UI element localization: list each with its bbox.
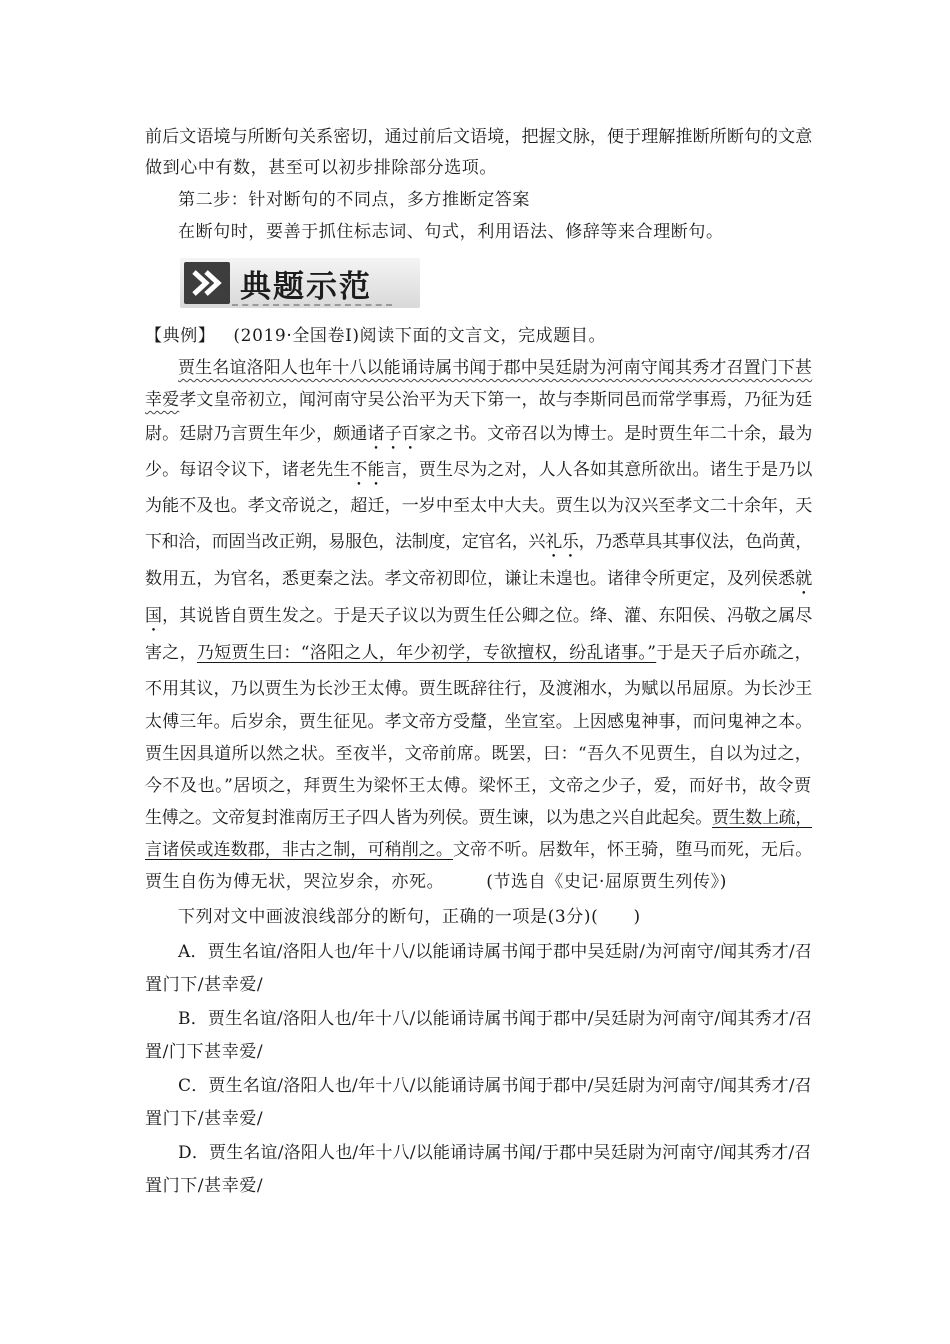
passage-line-3: 尉。廷尉乃言贾生年少，颇通诸子百家之书。文帝召以为博士。是时贾生年二十余，最为 (145, 424, 813, 444)
passage-line-14: 生傅之。文帝复封淮南厉王子四人皆为列侯。贾生谏，以为患之兴自此起矣。贾生数上疏， (145, 808, 813, 828)
question-stem: 下列对文中画波浪线部分的断句，正确的一项是(3分)( ) (178, 907, 641, 927)
step-two-heading: 第二步：针对断句的不同点，多方推断定答案 (178, 190, 530, 210)
intro-line-2: 做到心中有数，甚至可以初步排除部分选项。 (145, 158, 497, 178)
passage-line-8: 国，其说皆自贾生发之。于是天子议以为贾生任公卿之位。绛、灌、东阳侯、冯敬之属尽 (145, 606, 813, 626)
passage-line-15: 言诸侯或连数郡，非古之制，可稍削之。文帝不听。居数年，怀王骑，堕马而死，无后。 (145, 840, 813, 860)
passage-line-16: 贾生自伤为傅无状，哭泣岁余，亦死。 (节选自《史记·屈原贾生列传》) (145, 872, 727, 892)
underlined-quote: 乃短贾生曰：“洛阳之人，年少初学，专欲擅权，纷乱诸事。” (196, 643, 657, 663)
banner-title: 典题示范 (240, 268, 372, 305)
example-source: (2019·全国卷Ⅰ)阅读下面的文言文，完成题目。 (233, 326, 607, 346)
passage-line-4: 少。每诏令议下，诸老先生不能言，贾生尽为之对，人人各如其意所欲出。诸生于是乃以 (145, 460, 813, 480)
banner-divider (232, 304, 392, 306)
example-heading (145, 326, 606, 346)
option-a-line-1[interactable]: A．贾生名谊/洛阳人也/年十八/以能诵诗属书闻于郡中吴廷尉/为河南守/闻其秀才/召 (178, 942, 813, 962)
passage-line-11: 太傅三年。后岁余，贾生征见。孝文帝方受釐，坐宣室。上因感鬼神事，而问鬼神之本。 (145, 712, 813, 732)
passage-line-10: 不用其议，乃以贾生为长沙王太傅。贾生既辞往行，及渡湘水，为赋以吊屈原。为长沙王 (145, 679, 813, 699)
passage-source: (节选自《史记·屈原贾生列传》) (486, 872, 727, 892)
option-b-line-2[interactable]: 置/门下甚幸爱/ (145, 1042, 264, 1062)
passage-line-7: 数用五，为官名，悉更秦之法。孝文帝初即位，谦让未遑也。诸律令所更定，及列侯悉就 (145, 569, 813, 589)
option-c-line-2[interactable]: 置门下/甚幸爱/ (145, 1109, 264, 1129)
passage-line-1: 贾生名谊洛阳人也年十八以能诵诗属书闻于郡中吴廷尉为河南守闻其秀才召置门下甚 (178, 358, 813, 378)
example-label: 【典例】 (145, 326, 216, 346)
passage-line-9: 害之，乃短贾生曰：“洛阳之人，年少初学，专欲擅权，纷乱诸事。”于是天子后亦疏之， (145, 643, 812, 663)
option-c-line-1[interactable]: C．贾生名谊/洛阳人也/年十八/以能诵诗属书闻于郡中/吴廷尉为河南守/闻其秀才/召 (178, 1076, 812, 1096)
section-banner (180, 258, 420, 308)
intro-line-1: 前后文语境与所断句关系密切，通过前后文语境，把握文脉，便于理解推断所断句的文意 (145, 127, 813, 147)
option-d-line-2[interactable]: 置门下/甚幸爱/ (145, 1176, 264, 1196)
passage-line-2: 幸爱孝文皇帝初立，闻河南守吴公治平为天下第一，故与李斯同邑而常学事焉，乃征为廷 (145, 390, 813, 410)
passage-line-13: 今不及也。”居顷之，拜贾生为梁怀王太傅。梁怀王，文帝之少子，爱，而好书，故令贾 (145, 776, 812, 796)
option-d-line-1[interactable]: D．贾生名谊/洛阳人也/年十八/以能诵诗属书闻/于郡中吴廷尉为河南守/闻其秀才/召 (178, 1143, 812, 1163)
underlined-sentence-end: 言诸侯或连数郡，非古之制，可稍削之。 (145, 840, 454, 860)
double-chevron-icon (184, 262, 230, 304)
underlined-sentence-start: 贾生数上疏， (711, 808, 813, 828)
step-two-text: 在断句时，要善于抓住标志词、句式，利用语法、修辞等来合理断句。 (178, 222, 724, 242)
passage-line-5: 为能不及也。孝文帝说之，超迁，一岁中至太中大夫。贾生以为汉兴至孝文二十余年，天 (145, 496, 813, 516)
option-b-line-1[interactable]: B．贾生名谊/洛阳人也/年十八/以能诵诗属书闻于郡中/吴廷尉为河南守/闻其秀才/召 (178, 1009, 813, 1029)
passage-line-6: 下和洽，而固当改正朔，易服色，法制度，定官名，兴礼乐，乃悉草具其事仪法，色尚黄， (145, 532, 813, 552)
option-a-line-2[interactable]: 置门下/甚幸爱/ (145, 975, 264, 995)
passage-line-12: 贾生因具道所以然之状。至夜半，文帝前席。既罢，曰：“吾久不见贾生，自以为过之， (145, 744, 813, 764)
